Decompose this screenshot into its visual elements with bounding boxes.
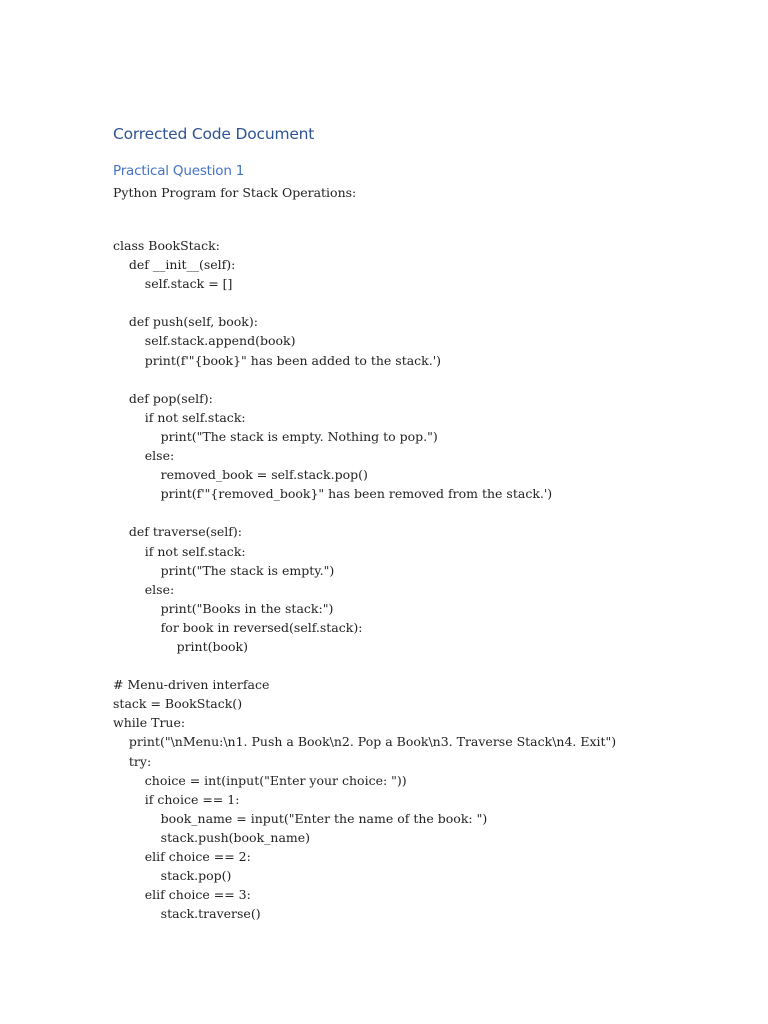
code-line: removed_book = self.stack.pop() — [113, 467, 368, 483]
code-line: stack.traverse() — [113, 906, 261, 922]
code-line: print("The stack is empty.") — [113, 562, 335, 578]
code-line: if choice == 1: — [113, 791, 240, 807]
code-line: book_name = input("Enter the name of the book: ") — [113, 810, 488, 826]
document-title: Corrected Code Document — [113, 125, 315, 143]
code-line: try: — [113, 753, 152, 769]
code-line: if not self.stack: — [113, 409, 246, 425]
code-line: while True: — [113, 715, 186, 731]
code-line — [113, 370, 616, 389]
code-line: self.stack = [] — [113, 276, 233, 292]
code-line — [113, 293, 616, 312]
code-line: print(f'"{removed_book}" has been removed from the stack.') — [113, 486, 553, 502]
intro-text: Python Program for Stack Operations: — [113, 185, 357, 200]
code-line: elif choice == 3: — [113, 887, 251, 903]
code-line: print("Books in the stack:") — [113, 600, 334, 616]
code-line: stack.pop() — [113, 868, 232, 884]
code-line: else: — [113, 581, 175, 597]
code-line: print("The stack is empty. Nothing to pop.") — [113, 428, 438, 444]
code-line: class BookStack: — [113, 238, 220, 253]
code-line: # Menu-driven interface — [113, 677, 270, 693]
code-line: elif choice == 2: — [113, 849, 251, 864]
section-heading: Practical Question 1 — [113, 163, 245, 179]
code-line: def traverse(self): — [113, 524, 242, 540]
code-line: choice = int(input("Enter your choice: ")) — [113, 772, 407, 788]
code-line: def pop(self): — [113, 390, 213, 406]
code-line: stack.push(book_name) — [113, 829, 311, 845]
code-line: stack = BookStack() — [113, 696, 243, 712]
code-line: self.stack.append(book) — [113, 333, 296, 349]
code-line: else: — [113, 448, 175, 464]
code-line: for book in reversed(self.stack): — [113, 619, 363, 635]
code-line — [113, 503, 616, 522]
code-line: def push(self, book): — [113, 314, 258, 330]
code-line: if not self.stack: — [113, 543, 246, 559]
code-line: def __init__(self): — [113, 257, 236, 273]
code-line: print(f'"{book}" has been added to the stack.') — [113, 352, 442, 368]
code-line: print("\nMenu:\n1. Push a Book\n2. Pop a Book\n3. Traverse Stack\n4. Exit") — [113, 734, 617, 750]
code-line: print(book) — [113, 638, 249, 654]
code-block — [113, 236, 616, 923]
code-line — [113, 656, 616, 675]
